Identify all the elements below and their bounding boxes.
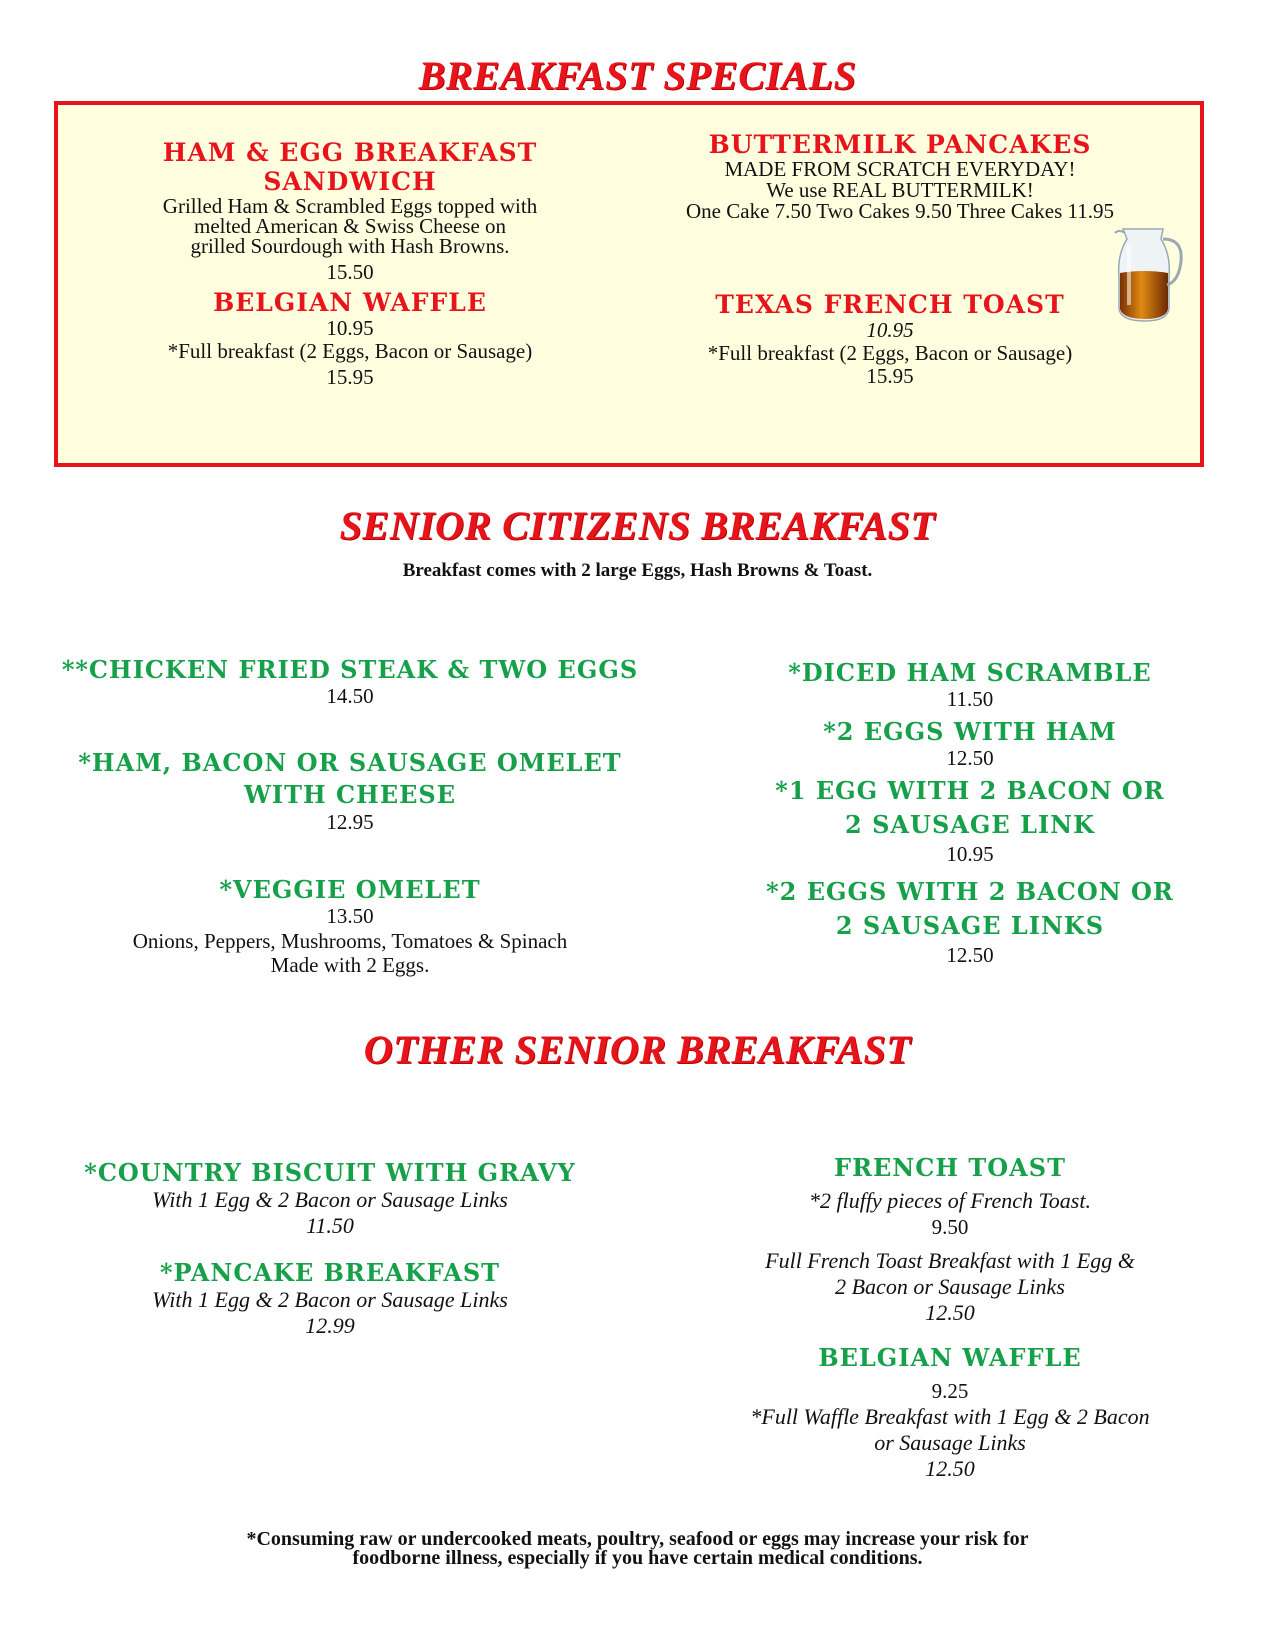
item-name: WITH CHEESE	[243, 780, 457, 809]
item-price: 13.50	[326, 904, 374, 928]
item-price: 12.50	[925, 1300, 975, 1325]
item-name: 2 SAUSAGE LINK	[845, 810, 1095, 839]
omelet-section	[60, 746, 640, 835]
chicken-fried-steak-section	[60, 655, 640, 709]
item-price: 14.50	[326, 684, 374, 708]
item-desc: *Full Waffle Breakfast with 1 Egg & 2 Bacon	[750, 1404, 1150, 1429]
pancake-breakfast-section	[40, 1258, 620, 1339]
item-name: HAM & EGG BREAKFAST SANDWICH	[162, 138, 538, 196]
item-name: **CHICKEN FRIED STEAK & TWO EGGS	[61, 655, 639, 684]
item-name: BUTTERMILK PANCAKES	[708, 130, 1092, 159]
item-desc: One Cake 7.50 Two Cakes 9.50 Three Cakes 11.95	[686, 199, 1114, 223]
disclaimer-line: *Consuming raw or undercooked meats, poultry, seafood or eggs may increase your risk for	[246, 1528, 1029, 1550]
item-desc: With 1 Egg & 2 Bacon or Sausage Links	[152, 1187, 508, 1212]
item-price: 12.50	[946, 943, 994, 967]
item-price: 11.50	[946, 687, 994, 711]
item-price: 11.50	[306, 1213, 354, 1238]
item-name: *COUNTRY BISCUIT WITH GRAVY	[84, 1158, 576, 1187]
item-name: BELGIAN WAFFLE	[818, 1343, 1082, 1372]
senior-breakfast-subtitle: Breakfast comes with 2 large Eggs, Hash Browns & Toast.	[402, 560, 873, 581]
item-price: 10.95	[946, 842, 994, 866]
eggs-with-ham-section	[680, 717, 1260, 771]
item-name: *VEGGIE OMELET	[219, 875, 481, 904]
food-safety-disclaimer	[0, 1530, 1275, 1568]
senior-breakfast-title: SENIOR CITIZENS BREAKFAST	[339, 503, 936, 548]
item-name: *1 EGG WITH 2 BACON OR	[775, 776, 1165, 805]
item-price: 15.50	[326, 260, 374, 284]
ham-egg-sandwich-section	[90, 138, 610, 285]
belgian-waffle-special-section	[90, 288, 610, 390]
item-name: *DICED HAM SCRAMBLE	[788, 658, 1152, 687]
item-name: BELGIAN WAFFLE	[213, 288, 487, 317]
item-name: 2 SAUSAGE LINKS	[835, 911, 1105, 940]
item-name: *PANCAKE BREAKFAST	[159, 1258, 501, 1287]
item-desc: Full French Toast Breakfast with 1 Egg &	[765, 1248, 1135, 1273]
item-desc: Made with 2 Eggs.	[270, 953, 430, 977]
item-price: 15.95	[326, 365, 374, 389]
item-price: 12.50	[925, 1456, 975, 1481]
country-biscuit-section	[40, 1158, 620, 1239]
item-desc: *Full breakfast (2 Eggs, Bacon or Sausage)	[167, 339, 533, 363]
item-desc: 2 Bacon or Sausage Links	[835, 1274, 1065, 1299]
item-price: 12.50	[946, 746, 994, 770]
veggie-omelet-section	[60, 875, 640, 977]
disclaimer-line: foodborne illness, especially if you have certain medical conditions.	[352, 1547, 923, 1569]
item-price: 9.25	[931, 1379, 969, 1403]
item-desc: melted American & Swiss Cheese on	[193, 214, 507, 238]
item-price: 10.95	[326, 316, 374, 340]
buttermilk-pancakes-section	[630, 130, 1170, 222]
one-egg-bacon-section	[680, 774, 1260, 867]
belgian-waffle-other-section	[660, 1343, 1240, 1482]
item-name: *2 EGGS WITH 2 BACON OR	[766, 877, 1174, 906]
item-desc: grilled Sourdough with Hash Browns.	[190, 234, 510, 258]
item-price: 12.95	[326, 810, 374, 834]
item-name: *HAM, BACON OR SAUSAGE OMELET	[78, 748, 622, 777]
item-price: 9.50	[931, 1215, 969, 1239]
texas-french-toast-section	[630, 290, 1150, 386]
diced-ham-section	[680, 658, 1260, 712]
breakfast-specials-title: BREAKFAST SPECIALS	[418, 53, 857, 98]
item-desc: MADE FROM SCRATCH EVERYDAY!	[724, 157, 1076, 181]
item-desc: Grilled Ham & Scrambled Eggs topped with	[162, 194, 538, 218]
item-price: 10.95	[866, 318, 914, 342]
item-desc: With 1 Egg & 2 Bacon or Sausage Links	[152, 1287, 508, 1312]
item-name: TEXAS FRENCH TOAST	[715, 290, 1065, 319]
item-desc: Onions, Peppers, Mushrooms, Tomatoes & Spinach	[132, 929, 568, 953]
item-name: *2 EGGS WITH HAM	[823, 717, 1117, 746]
item-desc: or Sausage Links	[874, 1430, 1026, 1455]
french-toast-section	[660, 1153, 1240, 1326]
item-desc: *2 fluffy pieces of French Toast.	[809, 1188, 1091, 1213]
item-desc: We use REAL BUTTERMILK!	[766, 178, 1034, 202]
item-price: 12.99	[305, 1313, 355, 1338]
two-eggs-bacon-section	[680, 875, 1260, 968]
item-price: 15.95	[866, 364, 914, 388]
other-senior-title: OTHER SENIOR BREAKFAST	[363, 1027, 912, 1072]
item-name: FRENCH TOAST	[834, 1153, 1066, 1182]
item-desc: *Full breakfast (2 Eggs, Bacon or Sausage)	[707, 341, 1073, 365]
